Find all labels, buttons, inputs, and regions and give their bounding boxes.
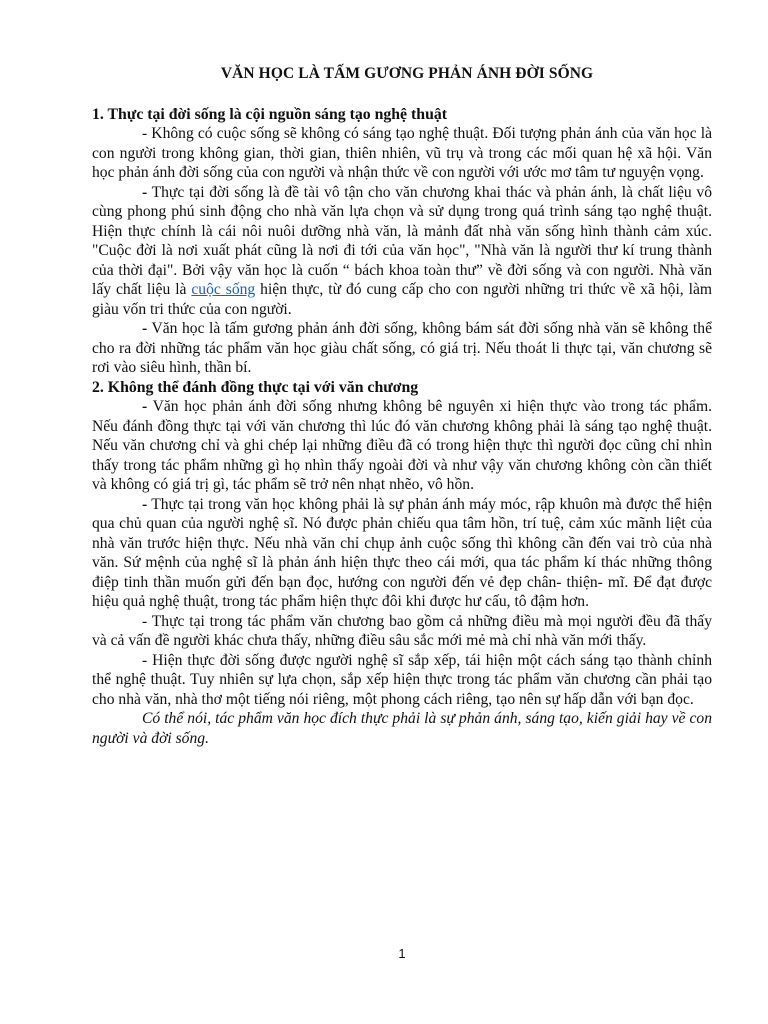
section-2-paragraph-1 (92, 397, 712, 495)
bullet-dash: - (142, 398, 148, 415)
bullet-dash: - (142, 320, 148, 337)
section-1-paragraph-1: - Không có cuộc sống sẽ không có sáng tạo nghệ thuật. Đối tượng phản ánh của văn học là con người trong không gian, thời gian, thiên nhiên, vũ trụ và trong các mối quan hệ xã hội. Văn học phản ánh đời sống của con người và nhận thức về con người với ước mơ tâm tư nguyện vọng. (92, 125, 712, 181)
bullet-dash: - (142, 495, 148, 513)
paragraph-text: Thực tại đời sống là đề tài vô tận cho văn chương khai thác và phản ánh, là chất liệu vô cùng phong phú sinh động cho nhà văn lựa chọn và sử dụng trong quá trình sáng tạo nghệ thuật. Hiện thực chính là cái nôi nuôi dưỡng nhà văn, là mảnh đất nhà văn sống hình thành cảm xúc. "Cuộc đời là nơi xuất phát cũng là nơi đi tới của văn học", "Nhà văn là người thư kí trung thành của thời đại". Bởi vậy văn học là cuốn “ bách khoa toàn thư” về đời sống và con người. Nhà văn lấy chất liệu là (92, 183, 712, 298)
section-1-paragraph-2 (92, 183, 712, 320)
page-title: VĂN HỌC LÀ TẤM GƯƠNG PHẢN ÁNH ĐỜI SỐNG (220, 65, 594, 82)
section-2-heading: 2. Không thể đánh đồng thực tại với văn chương (92, 378, 419, 396)
paragraph-text: Văn học phản ánh đời sống nhưng không bê nguyên xi hiện thực vào trong tác phẩm. Nếu đánh đồng thực tại với văn chương thì lúc đó văn chương không phải là sáng tạo nghệ thuật. Nếu văn chương chỉ và ghi chép lại những điều đã có trong hiện thực thì người đọc cũng chỉ nhìn thấy trong tác phẩm những gì họ nhìn thấy ngoài đời và như vậy văn chương không còn cần thiết và không có giá trị gì, tác phẩm sẽ trở nên nhạt nhẽo, vô hồn. (92, 398, 712, 493)
section-1-heading: 1. Thực tại đời sống là cội nguồn sáng tạo nghệ thuật (92, 105, 448, 123)
document-body (92, 64, 712, 748)
section-2-paragraph-4: - Hiện thực đời sống được người nghệ sĩ sắp xếp, tái hiện một cách sáng tạo thành chỉnh thể nghệ thuật. Tuy nhiên sự lựa chọn, sắp xếp hiện thực trong tác phẩm văn chương cần phải tạo cho nhà văn, nhà thơ một tiếng nói riêng, một phong cách riêng, tạo nên sự hấp dẫn với bạn đọc. (92, 651, 712, 708)
paragraph-text: Thực tại trong văn học không phải là sự phản ánh máy móc, rập khuôn mà được thể hiện qua chủ quan của người nghệ sĩ. Nó được phản chiếu qua tâm hồn, trí tuệ, cảm xúc mãnh liệt của nhà văn trước hiện thực. Nếu nhà văn chỉ chụp ảnh cuộc sống thì không cần đến vai trò của nhà văn. Sứ mệnh của nghệ sĩ là phản ánh hiện thực theo cái mới, qua tác phẩm kí thác những thông điệp tinh thần muốn gửi đến bạn đọc, hướng con người đến vẻ đẹp chân- thiện- mĩ. Để đạt được hiệu quả nghệ thuật, trong tác phẩm hiện thực đôi khi được hư cấu, tô đậm hơn. (92, 495, 712, 610)
conclusion-paragraph: Có thể nói, tác phẩm văn học đích thực phải là sự phản ánh, sáng tạo, kiến giải hay về con người và đời sống. (92, 710, 712, 747)
cuoc-song-link[interactable]: cuộc sống (191, 281, 256, 298)
section-1-paragraph-3 (92, 319, 712, 378)
section-2-paragraph-2 (92, 495, 712, 612)
paragraph-text: Văn học là tấm gương phản ánh đời sống, không bám sát đời sống nhà văn sẽ không thể cho ra đời những tác phẩm văn học giàu chất sống, có giá trị. Nếu thoát li thực tại, văn chương sẽ rơi vào siêu hình, thần bí. (92, 320, 712, 376)
bullet-dash: - (142, 183, 148, 201)
section-2-paragraph-3: - Thực tại trong tác phẩm văn chương bao gồm cả những điều mà mọi người đều đã thấy và cả vấn đề người khác chưa thấy, những điều sâu sắc mới mẻ mà chỉ nhà văn mới thấy. (92, 612, 712, 649)
paragraph-text: hiện thực, từ đó cung cấp cho con người những tri thức về xã hội, làm giàu vốn tri thức của con người. (92, 281, 712, 318)
page-number: 1 (398, 946, 406, 961)
